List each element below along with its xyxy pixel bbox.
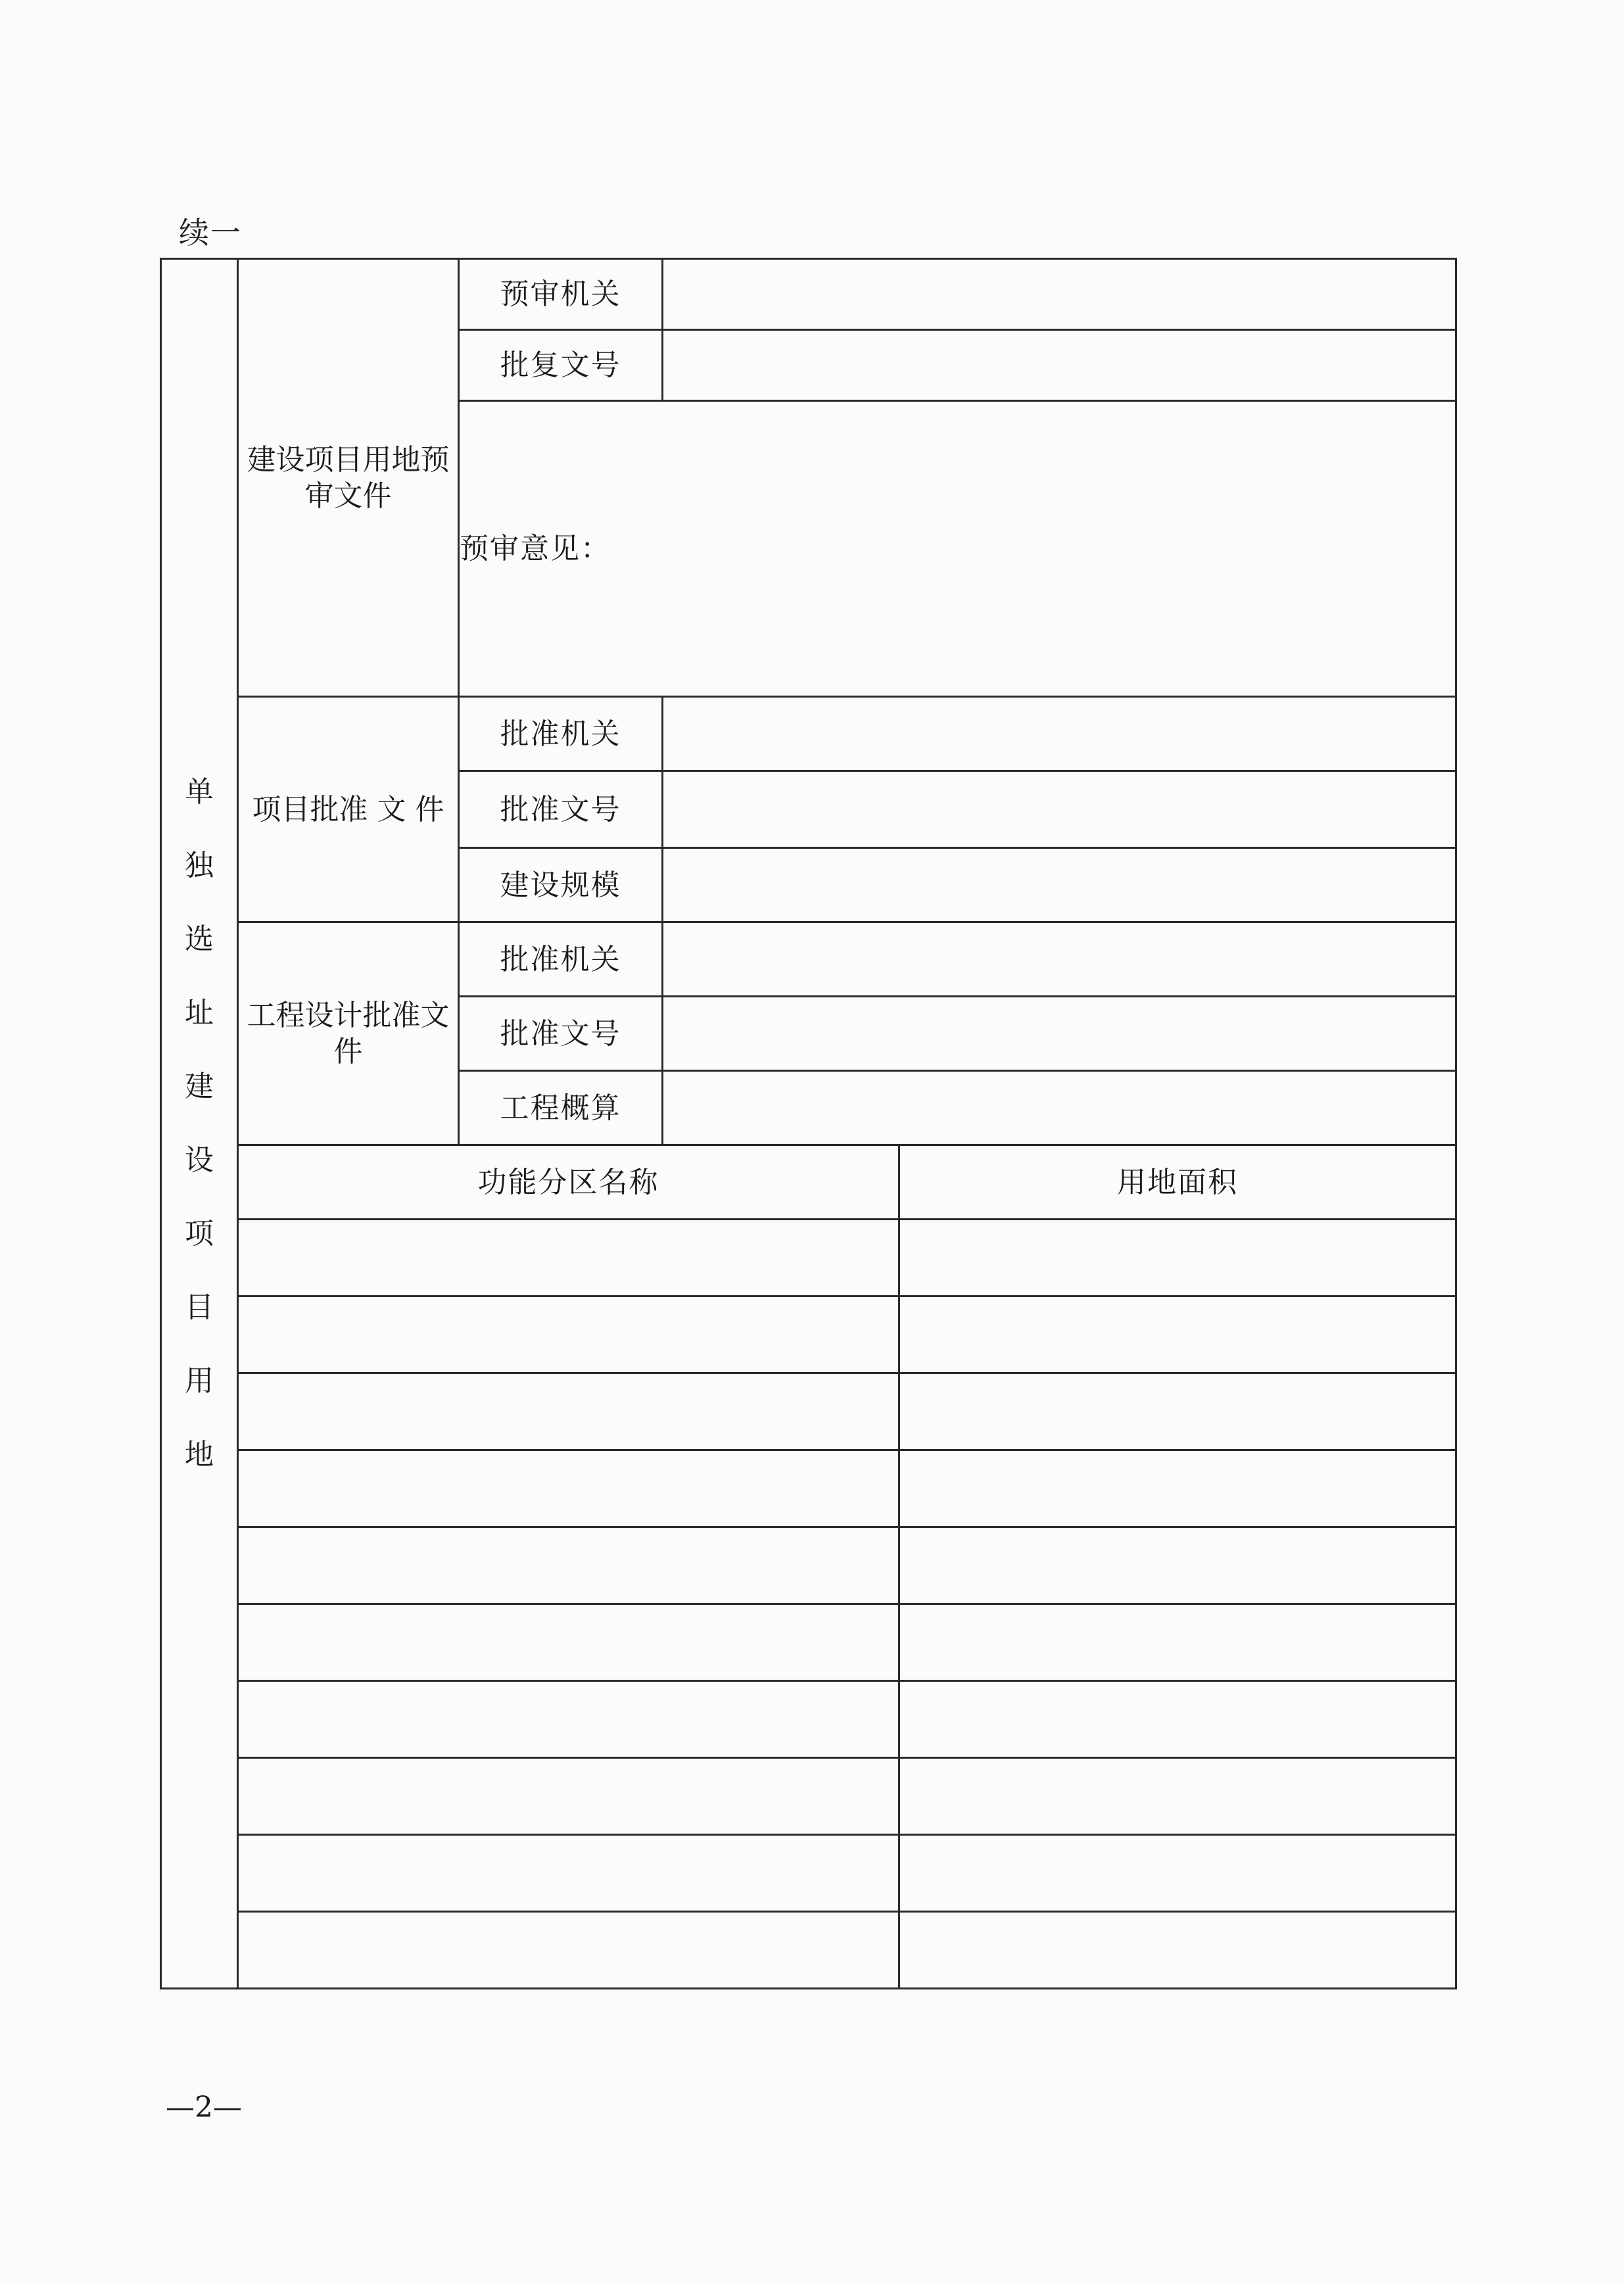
zone-area-cell[interactable] [899,1681,1456,1758]
approval-group-label: 项目批准 文 件 [238,697,459,922]
side-title-cell [161,259,238,1989]
approval-authority-value[interactable] [663,697,1456,771]
pre-review-doc-no-value[interactable] [663,330,1456,401]
engineering-doc-no-value[interactable] [663,997,1456,1071]
zone-area-cell[interactable] [899,1450,1456,1527]
zone-area-cell[interactable] [899,1220,1456,1297]
side-title-char: 用 [185,1364,214,1398]
approval-scale-label: 建设规模 [459,848,663,922]
engineering-doc-no-label: 批准文号 [459,997,663,1071]
zone-area-cell[interactable] [899,1373,1456,1450]
side-title-char: 建 [185,1070,214,1103]
continuation-label: 续一 [179,215,242,250]
zone-area-cell[interactable] [899,1604,1456,1681]
zone-name-header: 功能分区名称 [238,1145,899,1220]
zone-area-cell[interactable] [899,1527,1456,1604]
zone-area-cell[interactable] [899,1758,1456,1835]
zone-name-cell[interactable] [238,1527,899,1604]
approval-doc-no-value[interactable] [663,771,1456,848]
zone-name-cell[interactable] [238,1758,899,1835]
approval-authority-label: 批准机关 [459,697,663,771]
approval-scale-value[interactable] [663,848,1456,922]
engineering-estimate-label: 工程概算 [459,1071,663,1145]
pre-review-opinion-field[interactable] [459,401,1456,697]
pre-review-authority-label: 预审机关 [459,259,663,330]
land-use-form-table [160,258,1457,1989]
zone-name-cell[interactable] [238,1297,899,1373]
zone-name-cell[interactable] [238,1450,899,1527]
engineering-estimate-value[interactable] [663,1071,1456,1145]
side-title-char: 地 [185,1438,214,1471]
pre-review-group-label: 建设项目用地预审文件 [238,259,459,697]
zone-name-cell[interactable] [238,1220,899,1297]
pre-review-doc-no-label: 批复文号 [459,330,663,401]
side-title [179,755,219,1492]
page-number: —2— [166,2091,242,2124]
zone-area-cell[interactable] [899,1912,1456,1989]
side-title-char: 项 [185,1217,214,1250]
zone-name-cell[interactable] [238,1681,899,1758]
side-title-char: 址 [185,996,214,1030]
side-title-char: 设 [185,1143,214,1177]
zone-area-cell[interactable] [899,1297,1456,1373]
zone-name-cell[interactable] [238,1835,899,1912]
pre-review-authority-value[interactable] [663,259,1456,330]
engineering-authority-label: 批准机关 [459,922,663,997]
zone-name-cell[interactable] [238,1373,899,1450]
side-title-char: 单 [185,775,214,809]
side-title-char: 目 [185,1291,214,1324]
zone-area-cell[interactable] [899,1835,1456,1912]
pre-review-opinion-label: 预审意见： [460,532,611,565]
zone-name-cell[interactable] [238,1604,899,1681]
engineering-authority-value[interactable] [663,922,1456,997]
approval-doc-no-label: 批准文号 [459,771,663,848]
side-title-char: 独 [185,849,214,882]
engineering-group-label: 工程设计批准文件 [238,922,459,1145]
side-title-char: 选 [185,922,214,956]
zone-area-header: 用地面积 [899,1145,1456,1220]
zone-name-cell[interactable] [238,1912,899,1989]
